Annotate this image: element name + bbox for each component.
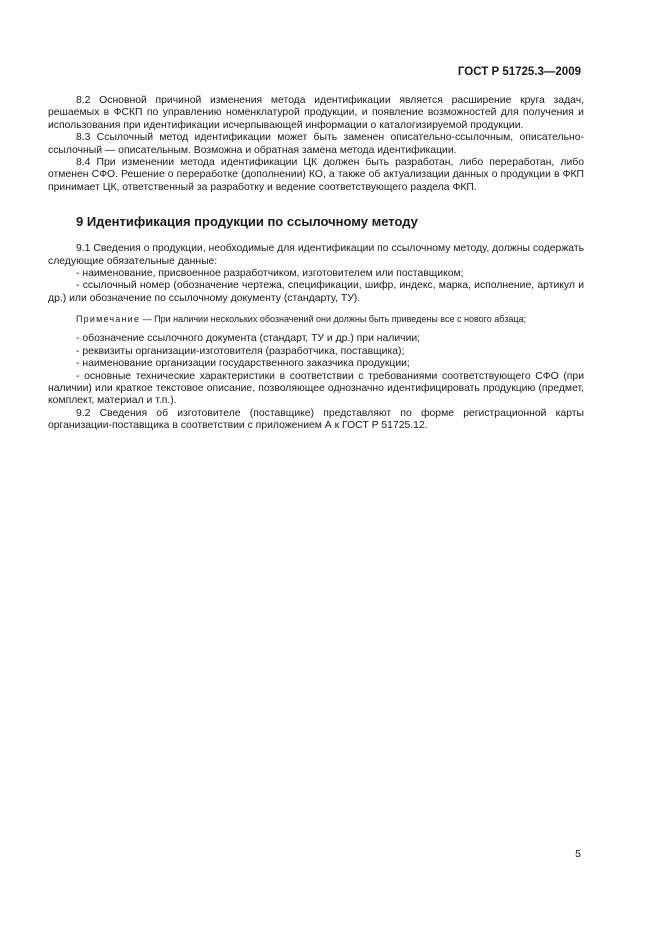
list-item: - реквизиты организации-изготовителя (разработчика, поставщика); bbox=[76, 345, 405, 357]
paragraph-9-1: 9.1 Сведения о продукции, необходимые для идентификации по ссылочному методу, должны содержать следующие обязательные данные: bbox=[48, 243, 584, 267]
paragraph-9-2: 9.2 Сведения об изготовителе (поставщике) представляют по форме регистрационной карты организации-поставщика в соответствии с приложением А к ГОСТ Р 51725.12. bbox=[48, 407, 584, 432]
list-item: - обозначение ссылочного документа (стандарт, ТУ и др.) при наличии; bbox=[76, 333, 421, 345]
page-number: 5 bbox=[575, 848, 581, 860]
section-9-title: 9 Идентификация продукции по ссылочному методу bbox=[76, 214, 418, 230]
list-item: - ссылочный номер (обозначение чертежа, спецификации, шифр, индекс, марка, исполнение, артикул и др.) или обозначение по ссылочному документу (стандарту, ТУ). bbox=[48, 280, 584, 304]
paragraph-8-2: 8.2 Основной причиной изменения метода идентификации является расширение круга задач, решаемых в ФСКП по управлению номенклатурой продукции, и появление возможностей для получения и использования при идентификации исчерпывающей информации о каталогизируемой продукции. bbox=[48, 95, 584, 131]
list-item: - наименование, присвоенное разработчиком, изготовителем или поставщиком; bbox=[76, 268, 464, 280]
list-item: - основные технические характеристики в соответствии с требованиями соответствующего СФО (при наличии) или краткое текстовое описание, позволяющее однозначно идентифицировать продукцию (предмет, комплект, материал и т.п.). bbox=[48, 370, 584, 407]
document-header: ГОСТ Р 51725.3—2009 bbox=[457, 66, 581, 78]
page-content bbox=[48, 95, 584, 433]
note bbox=[48, 313, 584, 325]
note-label: Примечание bbox=[76, 314, 141, 325]
note-text: — При наличии нескольких обозначений они должны быть приведены все с нового абзаца; bbox=[140, 314, 527, 325]
paragraph-8-4: 8.4 При изменении метода идентификации ЦК должен быть разработан, либо переработан, либо отменен СФО. Решение о переработке (дополнении) КО, а также об актуализации данных о продукции в ФКП принимает ЦК, ответственный за разработку и ведение соответствующего раздела ФКП. bbox=[48, 157, 584, 193]
paragraph-8-3: 8.3 Ссылочный метод идентификации может быть заменен описательно-ссылочным, описательно-ссылочный — описательным. Возможна и обратная замена метода идентификации. bbox=[48, 132, 584, 156]
list-item: - наименование организации государственного заказчика продукции; bbox=[76, 358, 410, 370]
